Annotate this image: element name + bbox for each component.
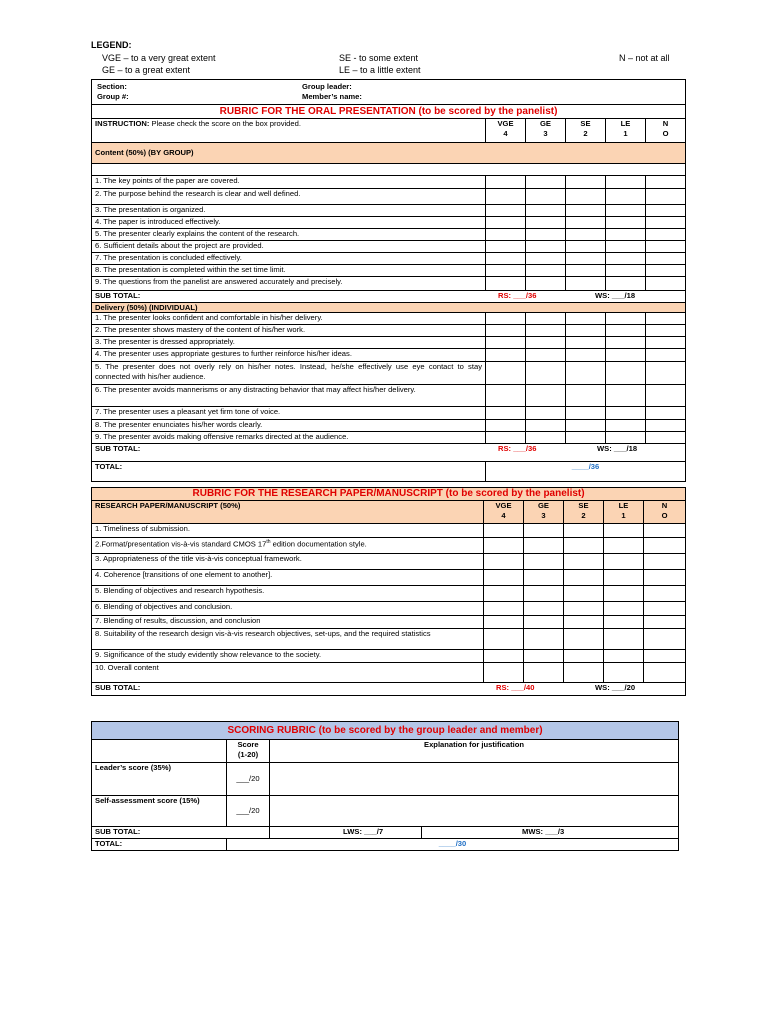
score-box[interactable] [566, 385, 606, 407]
score-box[interactable] [644, 650, 686, 663]
score-box[interactable] [566, 349, 606, 362]
lws-value: LWS: ___/7 [270, 827, 422, 839]
score-box[interactable] [484, 663, 524, 683]
score-box[interactable] [646, 407, 686, 420]
score-box[interactable] [526, 432, 566, 444]
blank-header-cell [92, 740, 227, 763]
score-box[interactable] [484, 629, 524, 650]
score-box[interactable] [566, 337, 606, 349]
self-assessment-label: Self-assessment score (15%) [92, 796, 227, 827]
score-box[interactable] [526, 337, 566, 349]
paper-item: 6. Blending of objectives and conclusion. [92, 602, 484, 616]
score-box[interactable] [526, 189, 566, 205]
score-box[interactable] [566, 241, 606, 253]
scoring-total-label: TOTAL: [92, 839, 227, 851]
score-box[interactable] [564, 663, 604, 683]
score-box[interactable] [486, 241, 526, 253]
score-box[interactable] [604, 586, 644, 602]
score-box[interactable] [646, 337, 686, 349]
paper-heading: RESEARCH PAPER/MANUSCRIPT (50%) [92, 501, 484, 524]
content-heading: Content (50%) (BY GROUP) [92, 143, 686, 164]
section-label: Section: [97, 82, 127, 91]
score-box[interactable] [604, 663, 644, 683]
oral-presentation-table [91, 79, 686, 482]
score-box[interactable] [646, 385, 686, 407]
score-header [227, 740, 270, 763]
scale-num: 4 [503, 128, 508, 138]
delivery-rs: RS: ___/36 [498, 444, 537, 453]
score-box[interactable] [484, 602, 524, 616]
score-box[interactable] [644, 616, 686, 629]
score-box[interactable] [526, 362, 566, 385]
subtotal-label: SUB TOTAL: [95, 291, 141, 300]
score-box[interactable] [486, 217, 526, 229]
scale-vge [486, 119, 526, 143]
score-box[interactable] [526, 241, 566, 253]
paper-item: 7. Blending of results, discussion, and conclusion [92, 616, 484, 629]
scale-num: 3 [543, 128, 548, 138]
delivery-item: 3. The presenter is dressed appropriately. [92, 337, 486, 349]
scale-le [604, 501, 644, 524]
score-box[interactable] [644, 538, 686, 554]
score-box[interactable] [604, 554, 644, 570]
score-box[interactable] [526, 407, 566, 420]
scale-num: 1 [621, 510, 626, 520]
score-box[interactable] [646, 217, 686, 229]
scale-code: VGE [497, 119, 514, 128]
score-box[interactable] [524, 570, 564, 586]
leader-score-label: Leader’s score (35%) [92, 763, 227, 796]
scale-num: 2 [583, 128, 588, 138]
delivery-ws: WS: ___/18 [597, 444, 638, 453]
subtotal-label: SUB TOTAL: [95, 683, 141, 692]
score-box[interactable] [646, 265, 686, 277]
scale-num: 3 [541, 510, 546, 520]
delivery-item: 1. The presenter looks confident and comfortable in his/her delivery. [92, 313, 486, 325]
content-item: 4. The paper is introduced effectively. [92, 217, 486, 229]
legend-se: SE - to some extent [339, 53, 419, 63]
score-box[interactable] [486, 277, 526, 291]
score-box[interactable] [566, 313, 606, 325]
instruction-text: Please check the score on the box provided. [149, 119, 301, 128]
score-box[interactable] [606, 253, 646, 265]
score-header-line: Score [237, 740, 259, 749]
score-box[interactable] [526, 217, 566, 229]
score-box[interactable] [484, 616, 524, 629]
score-box[interactable] [646, 349, 686, 362]
scale-code: VGE [495, 501, 512, 510]
legend-title: LEGEND: [91, 40, 132, 50]
score-box[interactable] [646, 325, 686, 337]
score-header-line: (1-20) [237, 749, 259, 759]
self-assessment-value[interactable]: ___/20 [227, 796, 270, 827]
score-box[interactable] [606, 229, 646, 241]
score-box[interactable] [566, 205, 606, 217]
spacer-row [92, 164, 686, 176]
score-box[interactable] [606, 265, 646, 277]
member-name-label: Member’s name: [302, 92, 362, 101]
score-box[interactable] [564, 602, 604, 616]
score-box[interactable] [524, 629, 564, 650]
score-box[interactable] [646, 313, 686, 325]
score-box[interactable] [606, 420, 646, 432]
score-box[interactable] [606, 432, 646, 444]
self-explanation-box[interactable] [270, 796, 679, 827]
delivery-item: 8. The presenter enunciates his/her words clearly. [92, 420, 486, 432]
paper-item [92, 538, 484, 554]
paper-rubric-title: RUBRIC FOR THE RESEARCH PAPER/MANUSCRIPT (to be scored by the panelist) [92, 488, 686, 501]
score-box[interactable] [526, 277, 566, 291]
mws-value: MWS: ___/3 [422, 827, 679, 839]
score-box[interactable] [606, 349, 646, 362]
content-subtotal-row [92, 291, 686, 303]
scale-se [566, 119, 606, 143]
scale-ge [526, 119, 566, 143]
score-box[interactable] [646, 189, 686, 205]
legend-le: LE – to a little extent [339, 65, 421, 75]
score-box[interactable] [606, 189, 646, 205]
content-item: 3. The presentation is organized. [92, 205, 486, 217]
scale-code: N [662, 119, 669, 128]
oral-total-label: TOTAL: [92, 462, 486, 482]
scale-ge [524, 501, 564, 524]
score-box[interactable] [646, 432, 686, 444]
legend-n: N – not at all [619, 53, 670, 63]
paper-item-2-text: 2.Format/presentation vis-à-vis standard CMOS 17 [95, 539, 267, 549]
subtotal-label: SUB TOTAL: [95, 444, 141, 453]
score-box[interactable] [604, 524, 644, 538]
scale-code: GE [540, 119, 551, 128]
content-item: 2. The purpose behind the research is clear and well defined. [92, 189, 486, 205]
instruction-label: INSTRUCTION: [95, 119, 150, 128]
paper-subtotal-row [92, 683, 686, 696]
score-box[interactable] [604, 538, 644, 554]
scale-num: 4 [501, 510, 506, 520]
score-box[interactable] [644, 586, 686, 602]
delivery-item: 2. The presenter shows mastery of the content of his/her work. [92, 325, 486, 337]
oral-total-value: ____/36 [486, 462, 686, 482]
content-item: 7. The presentation is concluded effectively. [92, 253, 486, 265]
score-box[interactable] [486, 313, 526, 325]
score-box[interactable] [486, 205, 526, 217]
content-rs: RS: ___/36 [498, 291, 537, 300]
leader-score-value[interactable]: ___/20 [227, 763, 270, 796]
score-box[interactable] [644, 554, 686, 570]
scale-code: LE [620, 119, 631, 128]
score-box[interactable] [646, 253, 686, 265]
score-box[interactable] [564, 554, 604, 570]
score-box[interactable] [484, 554, 524, 570]
paper-item: 1. Timeliness of submission. [92, 524, 484, 538]
score-box[interactable] [486, 349, 526, 362]
score-box[interactable] [484, 570, 524, 586]
explanation-header: Explanation for justification [270, 740, 679, 763]
score-box[interactable] [644, 524, 686, 538]
research-paper-table [91, 487, 686, 696]
superscript: th [266, 539, 271, 545]
score-box[interactable] [526, 253, 566, 265]
scale-code: N [661, 501, 668, 510]
score-box[interactable] [604, 570, 644, 586]
paper-item: 5. Blending of objectives and research hypothesis. [92, 586, 484, 602]
content-ws: WS: ___/18 [595, 291, 636, 300]
scoring-rubric-title: SCORING RUBRIC (to be scored by the group leader and member) [92, 722, 679, 740]
score-box[interactable] [644, 570, 686, 586]
scale-num: 2 [581, 510, 586, 520]
delivery-item: 9. The presenter avoids making offensive remarks directed at the audience. [92, 432, 486, 444]
score-box[interactable] [486, 385, 526, 407]
score-box[interactable] [524, 554, 564, 570]
content-item: 6. Sufficient details about the project are provided. [92, 241, 486, 253]
score-box[interactable] [606, 217, 646, 229]
score-box[interactable] [606, 407, 646, 420]
score-box[interactable] [566, 229, 606, 241]
score-box[interactable] [486, 189, 526, 205]
score-box[interactable] [486, 407, 526, 420]
score-box[interactable] [606, 176, 646, 189]
content-item: 9. The questions from the panelist are answered accurately and precisely. [92, 277, 486, 291]
score-box[interactable] [606, 241, 646, 253]
score-box[interactable] [606, 205, 646, 217]
paper-item: 4. Coherence [transitions of one element to another]. [92, 570, 484, 586]
scale-code: SE [580, 119, 591, 128]
score-box[interactable] [486, 265, 526, 277]
scale-se [564, 501, 604, 524]
score-box[interactable] [566, 325, 606, 337]
score-box[interactable] [644, 663, 686, 683]
score-box[interactable] [606, 325, 646, 337]
score-box[interactable] [486, 253, 526, 265]
score-box[interactable] [564, 524, 604, 538]
score-box[interactable] [486, 432, 526, 444]
score-box[interactable] [566, 265, 606, 277]
score-box[interactable] [646, 277, 686, 291]
score-box[interactable] [526, 176, 566, 189]
score-box[interactable] [526, 325, 566, 337]
score-box[interactable] [526, 205, 566, 217]
score-box[interactable] [526, 265, 566, 277]
score-box[interactable] [526, 313, 566, 325]
score-box[interactable] [524, 538, 564, 554]
score-box[interactable] [564, 538, 604, 554]
score-box[interactable] [604, 650, 644, 663]
score-box[interactable] [486, 337, 526, 349]
delivery-heading: Delivery (50%) (INDIVIDUAL) [92, 303, 686, 313]
score-box[interactable] [646, 362, 686, 385]
leader-explanation-box[interactable] [270, 763, 679, 796]
score-box[interactable] [486, 362, 526, 385]
score-box[interactable] [484, 538, 524, 554]
scoring-rubric-table [91, 721, 679, 851]
score-box[interactable] [486, 176, 526, 189]
paper-item: 10. Overall content [92, 663, 484, 683]
score-box[interactable] [564, 586, 604, 602]
content-item: 8. The presentation is completed within the set time limit. [92, 265, 486, 277]
score-box[interactable] [526, 420, 566, 432]
score-box[interactable] [526, 385, 566, 407]
group-label: Group #: [97, 92, 129, 101]
score-box[interactable] [604, 602, 644, 616]
scale-n [646, 119, 686, 143]
score-box[interactable] [524, 586, 564, 602]
oral-rubric-title: RUBRIC FOR THE ORAL PRESENTATION (to be scored by the panelist) [92, 105, 686, 119]
scale-le [606, 119, 646, 143]
score-box[interactable] [564, 650, 604, 663]
content-item: 1. The key points of the paper are covered. [92, 176, 486, 189]
score-box[interactable] [524, 616, 564, 629]
score-box[interactable] [486, 420, 526, 432]
scale-n [644, 501, 686, 524]
score-box[interactable] [524, 650, 564, 663]
score-box[interactable] [566, 189, 606, 205]
delivery-item: 5. The presenter does not overly rely on his/her notes. Instead, he/she effectively use eye contact to stay connected with his/her audience. [92, 362, 486, 385]
legend-ge: GE – to a great extent [102, 65, 191, 75]
content-item: 5. The presenter clearly explains the content of the research. [92, 229, 486, 241]
score-box[interactable] [484, 586, 524, 602]
score-box[interactable] [606, 385, 646, 407]
score-box[interactable] [606, 362, 646, 385]
score-box[interactable] [604, 629, 644, 650]
paper-item: 3. Appropriateness of the title vis-à-vis conceptual framework. [92, 554, 484, 570]
score-box[interactable] [606, 277, 646, 291]
instruction-cell [92, 119, 486, 143]
delivery-item: 6. The presenter avoids mannerisms or any distracting behavior that may affect his/her delivery. [92, 385, 486, 407]
score-box[interactable] [646, 205, 686, 217]
score-box[interactable] [524, 663, 564, 683]
scale-num: 1 [623, 128, 628, 138]
delivery-subtotal-row [92, 444, 686, 462]
score-box[interactable] [646, 420, 686, 432]
section-group-row [92, 80, 686, 105]
score-box[interactable] [486, 229, 526, 241]
scale-code: LE [618, 501, 629, 510]
group-leader-label: Group leader: [302, 82, 352, 91]
score-box[interactable] [604, 616, 644, 629]
scoring-total-value: ____/30 [227, 839, 679, 851]
score-box[interactable] [566, 253, 606, 265]
delivery-item: 4. The presenter uses appropriate gestures to further reinforce his/her ideas. [92, 349, 486, 362]
scale-num: O [661, 510, 668, 520]
scoring-subtotal-label: SUB TOTAL: [92, 827, 270, 839]
score-box[interactable] [606, 313, 646, 325]
paper-rs: RS: ___/40 [496, 683, 535, 692]
score-box[interactable] [566, 217, 606, 229]
score-box[interactable] [566, 432, 606, 444]
delivery-item: 7. The presenter uses a pleasant yet firm tone of voice. [92, 407, 486, 420]
paper-item-2-text: edition documentation style. [270, 539, 367, 549]
score-box[interactable] [644, 602, 686, 616]
paper-ws: WS: ___/20 [595, 683, 636, 692]
score-box[interactable] [646, 229, 686, 241]
score-box[interactable] [566, 362, 606, 385]
score-box[interactable] [564, 616, 604, 629]
score-box[interactable] [564, 570, 604, 586]
score-box[interactable] [644, 629, 686, 650]
score-box[interactable] [484, 650, 524, 663]
score-box[interactable] [524, 602, 564, 616]
score-box[interactable] [526, 349, 566, 362]
score-box[interactable] [566, 420, 606, 432]
paper-item: 8. Suitability of the research design vis-à-vis research objectives, set-ups, and the required statistics [92, 629, 484, 650]
score-box[interactable] [646, 241, 686, 253]
scale-num: O [662, 128, 669, 138]
paper-item: 9. Significance of the study evidently show relevance to the society. [92, 650, 484, 663]
legend-vge: VGE – to a very great extent [102, 53, 216, 63]
score-box[interactable] [566, 277, 606, 291]
scale-code: GE [538, 501, 549, 510]
scale-vge [484, 501, 524, 524]
score-box[interactable] [606, 337, 646, 349]
score-box[interactable] [484, 524, 524, 538]
score-box[interactable] [486, 325, 526, 337]
score-box[interactable] [564, 629, 604, 650]
score-box[interactable] [646, 176, 686, 189]
scale-code: SE [578, 501, 589, 510]
score-box[interactable] [566, 407, 606, 420]
score-box[interactable] [524, 524, 564, 538]
score-box[interactable] [566, 176, 606, 189]
score-box[interactable] [526, 229, 566, 241]
